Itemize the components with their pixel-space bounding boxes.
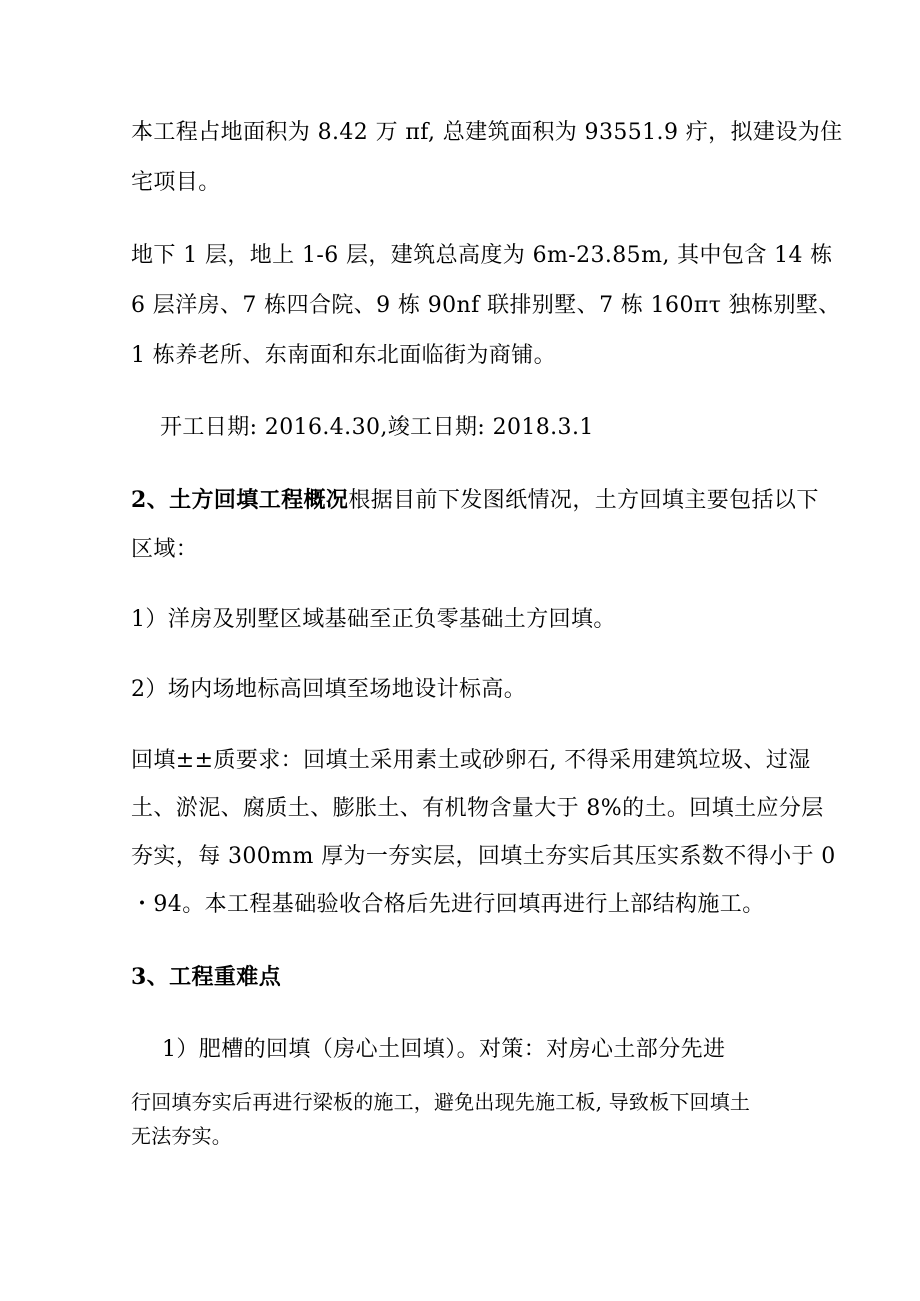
paragraph-1-line-1: 本工程占地面积为 8.42 万 πf, 总建筑面积为 93551.9 疔，拟建设为住 (131, 120, 843, 145)
paragraph-1-line-2: 宅项目。 (131, 170, 221, 195)
backfill-requirements-line-3: 夯实，每 300mm 厚为一夯实层，回填土夯实后其压实系数不得小于 0 (131, 844, 836, 869)
project-dates-line: 开工日期: 2016.4.30,竣工日期: 2018.3.1 (160, 415, 594, 440)
paragraph-2-line-1: 地下 1 层，地上 1-6 层，建筑总高度为 6m-23.85m, 其中包含 14 栋 (131, 243, 833, 268)
difficulty-1-line-2: 行回填夯实后再进行梁板的施工，避免出现先施工板, 导致板下回填土 (131, 1090, 751, 1114)
paragraph-2-line-3: 1 栋养老所、东南面和东北面临街为商铺。 (131, 343, 556, 368)
section-2-line-1 (131, 485, 819, 516)
difficulty-1-line-1: 1）肥槽的回填（房心土回填）。对策：对房心土部分先进 (162, 1037, 726, 1062)
backfill-requirements-line-4: ・94。本工程基础验收合格后先进行回填再进行上部结构施工。 (131, 892, 765, 917)
section-2-line-2: 区域： (131, 537, 199, 562)
paragraph-2-line-2: 6 层洋房、7 栋四合院、9 栋 90nf 联排别墅、7 栋 160πτ 独栋别墅、 (131, 293, 841, 318)
list-item-2: 2）场内场地标高回填至场地设计标高。 (131, 677, 527, 702)
difficulty-1-line-3: 无法夯实。 (131, 1124, 232, 1148)
section-2-text: 根据目前下发图纸情况，土方回填主要包括以下 (348, 488, 819, 513)
backfill-requirements-line-1: 回填±±质要求：回填土采用素土或砂卵石, 不得采用建筑垃圾、过湿 (131, 748, 811, 773)
backfill-requirements-line-2: 土、淤泥、腐质土、膨胀土、有机物含量大于 8%的土。回填土应分层 (131, 796, 824, 821)
section-2-heading: 2、土方回填工程概况 (131, 487, 349, 513)
section-3-heading: 3、工程重难点 (131, 964, 282, 990)
list-item-1: 1）洋房及别墅区域基础至正负零基础土方回填。 (131, 607, 616, 632)
